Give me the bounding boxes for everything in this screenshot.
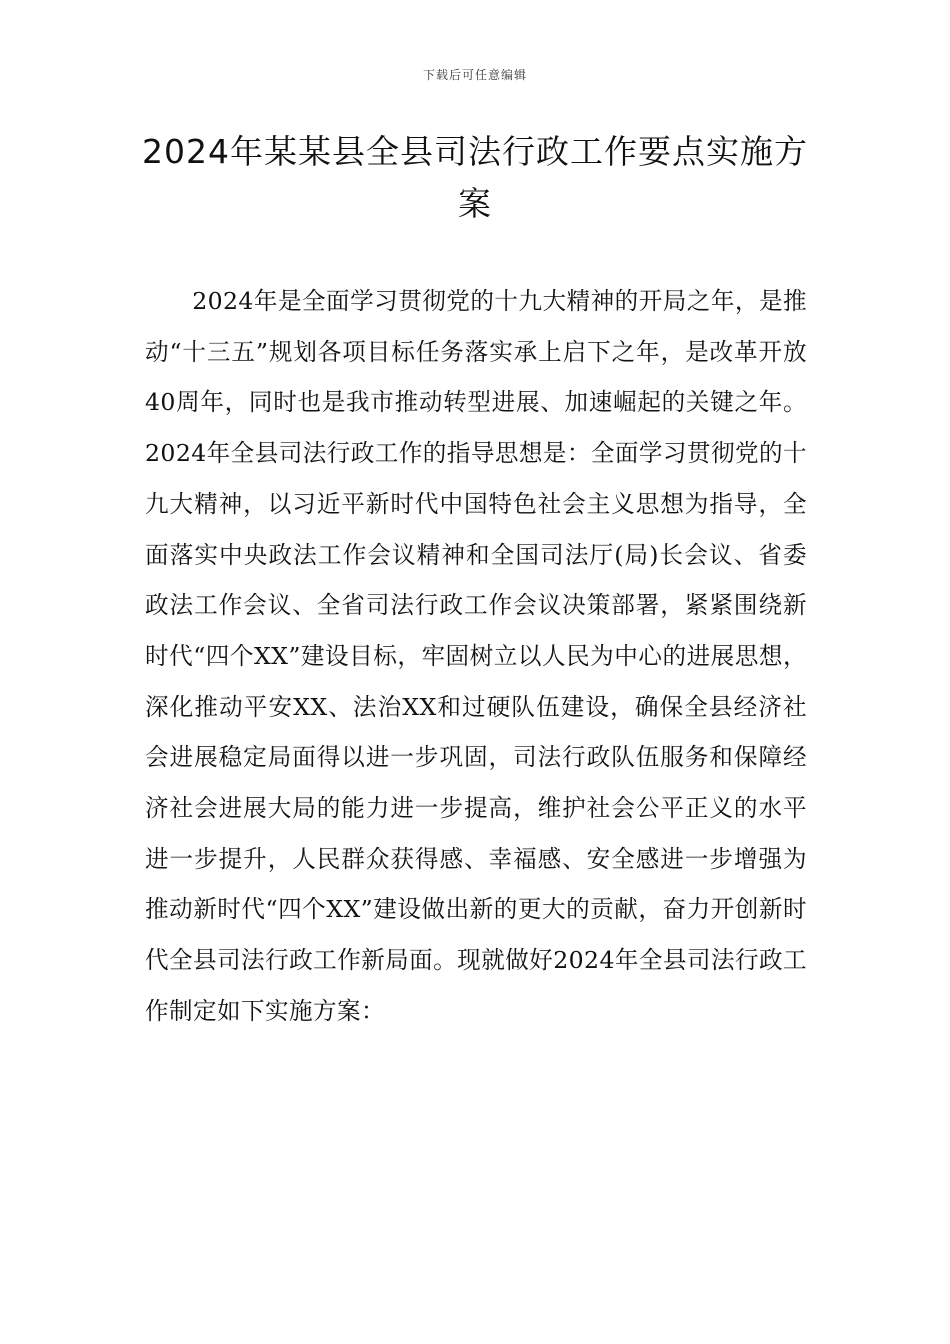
- body-paragraph: 2024年是全面学习贯彻党的十九大精神的开局之年，是推动“十三五”规划各项目标任务落实承上启下之年，是改革开放40周年，同时也是我市推动转型进展、加速崛起的关键之年。2024年全县司法行政工作的指导思想是：全面学习贯彻党的十九大精神，以习近平新时代中国特色社会主义思想为指导，全面落实中央政法工作会议精神和全国司法厅(局)长会议、省委政法工作会议、全省司法行政工作会议决策部署，紧紧围绕新时代“四个XX”建设目标，牢固树立以人民为中心的进展思想，深化推动平安XX、法治XX和过硬队伍建设，确保全县经济社会进展稳定局面得以进一步巩固，司法行政队伍服务和保障经济社会进展大局的能力进一步提高，维护社会公平正义的水平进一步提升，人民群众获得感、幸福感、安全感进一步增强为推动新时代“四个XX”建设做出新的更大的贡献，奋力开创新时代全县司法行政工作新局面。现就做好2024年全县司法行政工作制定如下实施方案：: [145, 287, 807, 1025]
- header-note: 下载后可任意编辑: [422, 68, 527, 82]
- document-title: 2024年某某县全县司法行政工作要点实施方案: [142, 132, 808, 223]
